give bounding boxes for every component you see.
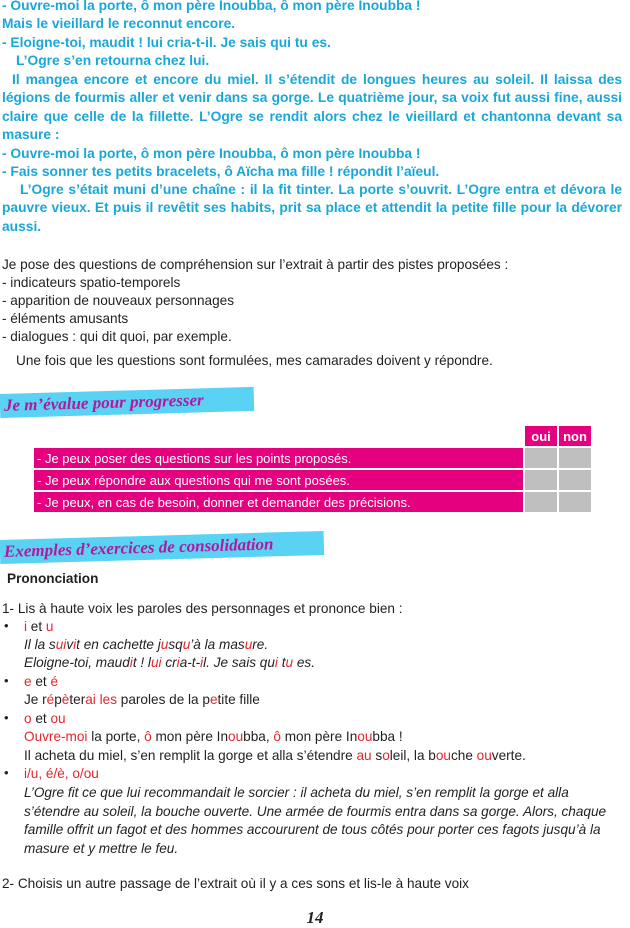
checkbox-cell-oui[interactable] <box>525 448 557 468</box>
example-sentence: Eloigne-toi, maudit ! lui cria-t-il. Je sais qui tu es. <box>24 655 315 670</box>
story-line: Mais le vieillard le reconnut encore. <box>2 16 236 31</box>
questions-item: - apparition de nouveaux personnages <box>2 293 235 308</box>
checkbox-cell-oui[interactable] <box>525 470 557 490</box>
sound-label: i et u <box>24 619 54 634</box>
questions-intro: Je pose des questions de compréhension sur l’extrait à partir des pistes proposées : <box>2 257 509 272</box>
story-paragraph: Il mangea encore et encore du miel. Il s’étendit de longues heures au soleil. Il laissa des légions de fourmis aller et venir dans sa gorge. Le quatrième jour, sa voix fut aussi fine, aussi claire que celle de la fillette. L’Ogre se rendit alors chez le vieillard et chantonna devant sa masure : <box>2 72 622 143</box>
story-line: - Ouvre-moi la porte, ô mon père Inoubba, ô mon père Inoubba ! <box>2 0 421 13</box>
story-line: - Fais sonner tes petits bracelets, ô Aïcha ma fille ! répondit l’aïeul. <box>2 164 440 179</box>
bullet-icon: • <box>4 765 9 780</box>
checkbox-cell-non[interactable] <box>559 492 591 512</box>
checkbox-cell-non[interactable] <box>559 470 591 490</box>
exercise-question: 2- Choisis un autre passage de l’extrait où il y a ces sons et lis-le à haute voix <box>2 876 469 891</box>
evaluation-row-label: - Je peux, en cas de besoin, donner et demander des précisions. <box>34 492 523 512</box>
section-subtitle: Prononciation <box>7 571 99 586</box>
sound-label: o et ou <box>24 711 66 726</box>
evaluation-row-label: - Je peux répondre aux questions qui me sont posées. <box>34 470 523 490</box>
bullet-icon: • <box>4 618 9 633</box>
story-line: - Ouvre-moi la porte, ô mon père Inoubba, ô mon père Inoubba ! <box>2 146 421 161</box>
example-sentence: Il acheta du miel, s’en remplit la gorge et alla s’étendre au soleil, la bouche ouverte. <box>24 748 526 763</box>
example-sentence: Il la suivit en cachette jusqu’à la masure. <box>24 637 269 652</box>
column-header-oui: oui <box>525 426 557 446</box>
checkbox-cell-oui[interactable] <box>525 492 557 512</box>
sound-label: e et é <box>24 674 59 689</box>
story-paragraph: L’Ogre s’était muni d’une chaîne : il la fit tinter. La porte s’ouvrit. L’Ogre entra et dévora le pauvre vieux. Et puis il revêtit ses habits, prit sa place et attendit la petite fille pour la dévorer aussi. <box>2 182 622 234</box>
column-header-non: non <box>559 426 591 446</box>
questions-item: - indicateurs spatio-temporels <box>2 275 181 290</box>
bullet-icon: • <box>4 710 9 725</box>
exercise-question: 1- Lis à haute voix les paroles des personnages et prononce bien : <box>2 601 403 616</box>
questions-item: - éléments amusants <box>2 311 129 326</box>
evaluation-row-label: - Je peux poser des questions sur les points proposés. <box>34 448 523 468</box>
questions-item: - dialogues : qui dit quoi, par exemple. <box>2 329 232 344</box>
evaluation-table <box>32 424 593 514</box>
example-sentence: Je répèterai les paroles de la petite fille <box>24 692 260 707</box>
page-number: 14 <box>306 908 324 927</box>
questions-outro: Une fois que les questions sont formulées, mes camarades doivent y répondre. <box>16 353 493 368</box>
checkbox-cell-non[interactable] <box>559 448 591 468</box>
story-line: L’Ogre s’en retourna chez lui. <box>16 53 210 68</box>
bullet-icon: • <box>4 673 9 688</box>
exercises-title: Exemples d’exercices de consolidation <box>3 534 274 561</box>
example-sentence: Ouvre-moi la porte, ô mon père Inoubba, ô mon père Inoubba ! <box>24 729 403 744</box>
evaluation-banner <box>0 387 254 418</box>
exercises-banner <box>0 531 324 564</box>
example-paragraph: L’Ogre fit ce que lui recommandait le sorcier : il acheta du miel, s’en remplit la gorge et alla s’étendre au soleil, la bouche ouverte. Une armée de fourmis entra dans sa gorge. Alors, chaque famille offrit un fagot et des hommes accoururent de tous côtés pour porter ces fagots jusqu’à la masure et y mettre le feu. <box>24 785 607 856</box>
evaluation-title: Je m’évalue pour progresser <box>3 390 204 415</box>
story-line: - Eloigne-toi, maudit ! lui cria-t-il. Je sais qui tu es. <box>2 35 331 50</box>
sound-label: i/u, é/è, o/ou <box>24 766 99 781</box>
